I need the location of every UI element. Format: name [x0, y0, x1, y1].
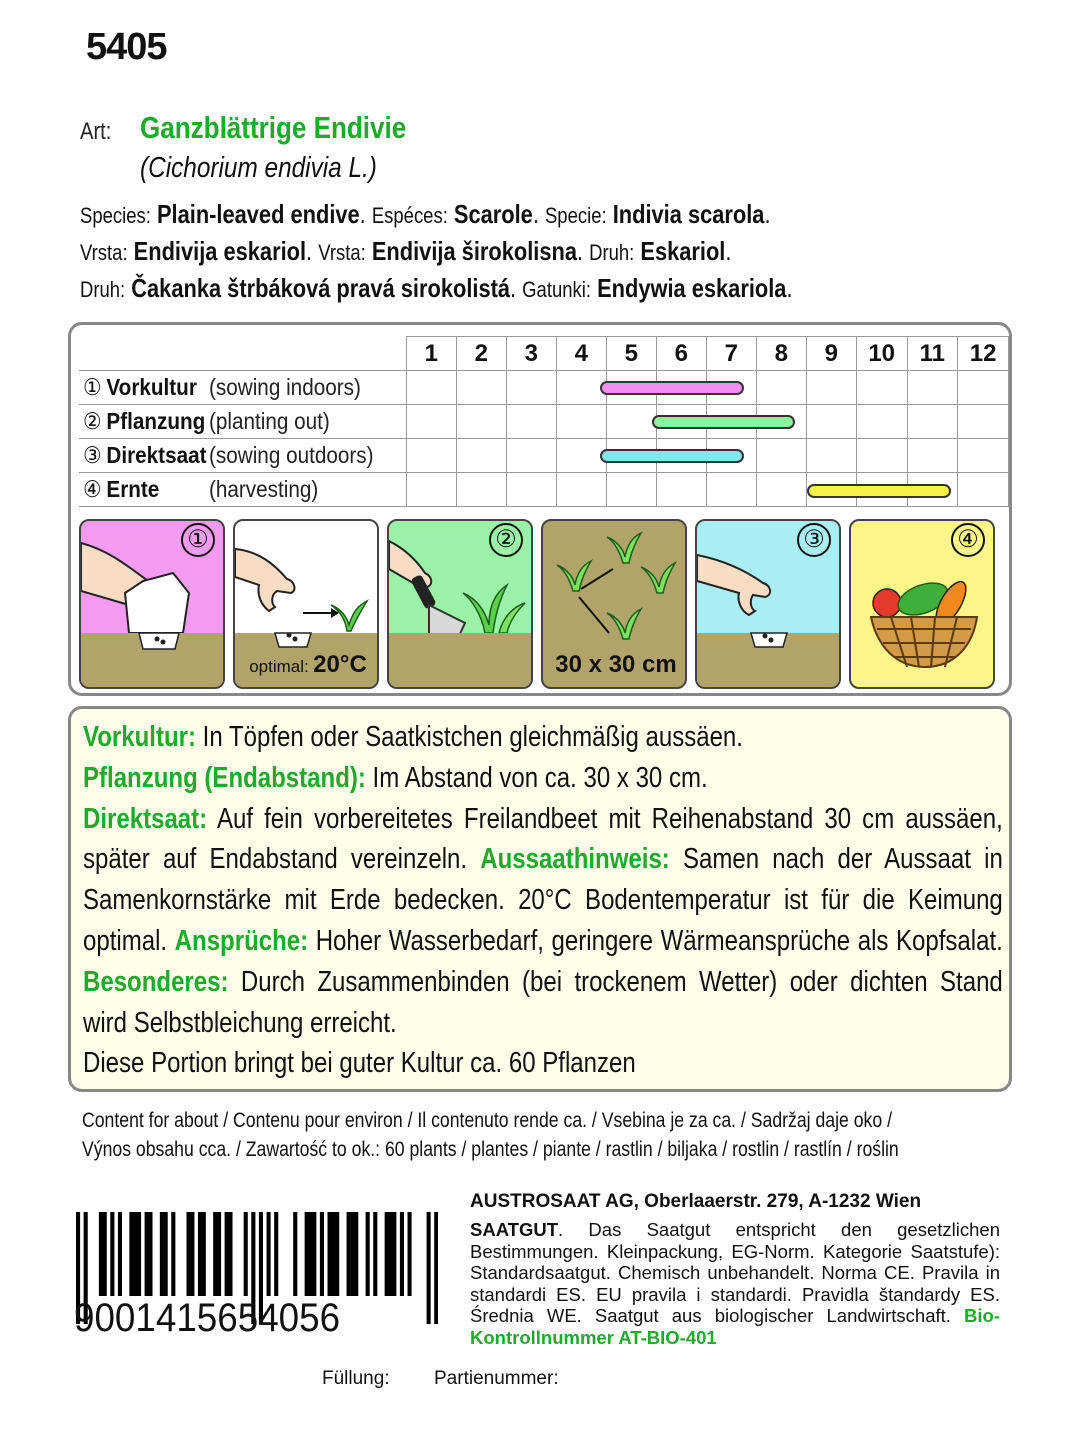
- instruction-text: Durch Zusammenbinden (bei trockenem Wetter) oder dichten Stand wird Selbstbleichung erreicht.: [83, 965, 1003, 1039]
- barcode-bar: [225, 1212, 229, 1296]
- calendar-row-label: [79, 405, 406, 439]
- species-label: Druh:: [80, 277, 126, 302]
- calendar-cell: [506, 371, 556, 405]
- row-name-en: (harvesting): [209, 476, 319, 502]
- calendar-cell: [856, 405, 907, 439]
- batch-number-label: Partienummer:: [434, 1368, 559, 1389]
- trowel-planting-icon: [389, 521, 533, 689]
- calendar-cell: [958, 439, 1009, 473]
- art-name: Ganzblättrige Endivie: [140, 110, 407, 145]
- barcode-bar: [385, 1212, 389, 1296]
- species-label: Gatunki:: [522, 277, 591, 302]
- instruction-text: Hoher Wasserbedarf, geringere Wärmeansprüche als Kopfsalat.: [315, 924, 1003, 957]
- barcode-bar: [308, 1212, 312, 1296]
- month-header: 4: [556, 337, 606, 371]
- calendar-cell: [958, 405, 1009, 439]
- calendar-cell: [756, 371, 806, 405]
- calendar-cell: [556, 473, 606, 507]
- barcode-bar: [160, 1212, 164, 1296]
- calendar-row: [79, 439, 1009, 473]
- barcode-bar: [400, 1212, 404, 1296]
- content-line: Content for about / Contenu pour environ / Il contenuto rende ca. / Vsebina je za ca. / Sadržaj daje oko /: [82, 1109, 892, 1132]
- month-header: 5: [606, 337, 656, 371]
- calendar-cell: [706, 473, 756, 507]
- calendar-cell: [806, 371, 856, 405]
- barcode-bar: [103, 1212, 107, 1296]
- barcode-bar: [129, 1212, 133, 1296]
- month-header: 12: [958, 337, 1009, 371]
- step-number: ④: [951, 523, 985, 557]
- barcode-bar: [408, 1212, 412, 1296]
- barcode-bar: [110, 1212, 114, 1296]
- barcode-bar: [133, 1212, 137, 1296]
- instruction-label: Besonderes:: [83, 965, 229, 998]
- barcode-bar: [331, 1212, 335, 1296]
- step-number: ③: [797, 523, 831, 557]
- seed-regulation-text: [470, 1219, 1000, 1349]
- species-value: Endywia eskariola: [597, 273, 787, 303]
- barcode-bar: [274, 1212, 278, 1296]
- instruction-label: Ansprüche:: [174, 924, 309, 957]
- month-header: 1: [406, 337, 456, 371]
- species-line: Druh: Čakanka štrbáková pravá sirokolistá. Gatunki: Endywia eskariola.: [80, 273, 793, 303]
- barcode-bar: [228, 1212, 232, 1296]
- calendar-cell: [506, 473, 556, 507]
- calendar-row: [79, 405, 1009, 439]
- bio-control-number: Bio-Kontrollnummer AT-BIO-401: [470, 1305, 1001, 1348]
- calendar-cell: [606, 473, 656, 507]
- species-line: Species: Plain-leaved endive. Espéces: Scarole. Specie: Indivia scarola.: [80, 199, 771, 229]
- step-panel-harvesting: [849, 519, 995, 689]
- species-line: Vrsta: Endivija eskariol. Vrsta: Endivija širokolisna. Druh: Eskariol.: [80, 236, 732, 266]
- barcode-bar: [198, 1212, 202, 1296]
- barcode-bar: [145, 1212, 149, 1296]
- barcode-bar: [217, 1212, 221, 1296]
- species-value: Indivia scarola: [612, 199, 765, 229]
- species-value: Eskariol: [640, 236, 726, 266]
- content-line: Výnos obsahu cca. / Zawartość to ok.: 60 plants / plantes / piante / rastlin / biljaka / rostlin / rastlín / roślin: [82, 1138, 899, 1161]
- barcode-bar: [354, 1212, 358, 1296]
- calendar-bar: [652, 415, 795, 429]
- species-label: Druh:: [589, 240, 635, 265]
- row-name-en: (sowing outdoors): [209, 442, 374, 468]
- calendar-bar: [600, 381, 743, 395]
- row-name-de: Ernte: [106, 476, 160, 502]
- barcode-bar: [171, 1212, 175, 1296]
- calendar-cell: [756, 439, 806, 473]
- product-code: 5405: [86, 26, 167, 68]
- calendar-cell: [856, 439, 907, 473]
- calendar-row-label: [79, 473, 406, 507]
- barcode-bar: [335, 1212, 339, 1296]
- barcode-bar: [312, 1212, 316, 1296]
- calendar-cell: [456, 405, 506, 439]
- barcode-bar: [347, 1212, 351, 1296]
- calendar-header-row: [79, 337, 1009, 371]
- species-label: Espéces:: [371, 203, 448, 228]
- row-name-en: (planting out): [209, 408, 330, 434]
- row-number: ③: [83, 442, 102, 468]
- calendar-cell: [907, 405, 958, 439]
- calendar-cell: [556, 371, 606, 405]
- row-name-de: Direktsaat: [106, 442, 207, 468]
- calendar-cell: [456, 371, 506, 405]
- calendar-bar: [807, 484, 950, 498]
- optimal-temperature-caption: optimal: 20°C: [249, 651, 367, 678]
- calendar-row: [79, 371, 1009, 405]
- hand-sowing-into-pot-icon: [81, 521, 225, 689]
- month-header: 11: [907, 337, 958, 371]
- month-header: 10: [856, 337, 907, 371]
- calendar-cell: [656, 473, 706, 507]
- calendar-cell: [406, 439, 456, 473]
- barcode-bar: [164, 1212, 168, 1296]
- saatgut-text: . Das Saatgut entspricht den gesetzlichen Bestimmungen. Kleinpackung, EG-Norm. Kategorie Saatstufe): Standardsaatgut. Chemisch unbehandelt. Norma CE. Pravila in standardi ES. EU pravila i standardi. Pravidla štandardy ES. Średnia WE. Saatgut aus biologischer Landwirtschaft.: [470, 1219, 1000, 1327]
- species-value: Scarole: [453, 199, 533, 229]
- barcode-bar: [213, 1212, 217, 1296]
- species-value: Endivija širokolisna: [371, 236, 577, 266]
- instruction-text: Im Abstand von ca. 30 x 30 cm.: [372, 761, 708, 794]
- row-name-de: Pflanzung: [106, 408, 206, 434]
- spacing-caption: 30 x 30 cm: [555, 651, 677, 678]
- barcode-bar: [190, 1212, 194, 1296]
- hand-sowing-outdoors-icon: [697, 521, 841, 689]
- calendar-cell: [506, 405, 556, 439]
- step-panel-spacing: [541, 519, 687, 689]
- month-header: 8: [756, 337, 806, 371]
- calendar-row-label: [79, 439, 406, 473]
- row-number: ④: [83, 476, 102, 502]
- instruction-label: Pflanzung (Endabstand):: [83, 761, 366, 794]
- step-number: ②: [489, 523, 523, 557]
- calendar-bar: [600, 449, 743, 463]
- barcode-bar: [366, 1212, 370, 1296]
- calendar-cell: [556, 439, 606, 473]
- row-name-en: (sowing indoors): [209, 374, 361, 400]
- species-label: Vrsta:: [80, 240, 128, 265]
- step-number: ①: [181, 523, 215, 557]
- month-header: 9: [806, 337, 856, 371]
- calendar-cell: [406, 405, 456, 439]
- barcode-number: 9001415654056: [74, 1296, 341, 1340]
- barcode-bar: [118, 1212, 122, 1296]
- species-label: Vrsta:: [318, 240, 366, 265]
- month-header: 3: [506, 337, 556, 371]
- growing-instructions: [68, 706, 1012, 1092]
- step-panel-sowing-indoors: [79, 519, 225, 689]
- barcode-bar: [388, 1212, 392, 1296]
- calendar-table: [79, 336, 1009, 507]
- calendar-cell: [856, 371, 907, 405]
- calendar-cell: [406, 473, 456, 507]
- barcode-bar: [373, 1212, 377, 1296]
- calendar-cell: [806, 439, 856, 473]
- calendar-cell: [907, 371, 958, 405]
- barcode-bar: [148, 1212, 152, 1296]
- calendar-cell: [958, 473, 1009, 507]
- barcode-bar: [327, 1212, 331, 1296]
- month-header: 6: [656, 337, 706, 371]
- month-header: 7: [706, 337, 756, 371]
- row-number: ②: [83, 408, 102, 434]
- instruction-text: Samen nach der Aussaat in Samenkornstärke mit Erde bedecken. 20°C Bodentemperatur ist für die Keimung optimal.: [83, 843, 1003, 957]
- barcode-bar: [99, 1212, 103, 1296]
- calendar-cell: [556, 405, 606, 439]
- calendar-cell: [756, 473, 806, 507]
- species-value: Endivija eskariol: [133, 236, 307, 266]
- calendar-cell: [406, 371, 456, 405]
- barcode-bar: [320, 1212, 324, 1296]
- species-label: Specie:: [544, 203, 607, 228]
- row-number: ①: [83, 374, 102, 400]
- company-address: AUSTROSAAT AG, Oberlaaerstr. 279, A-1232 Wien: [470, 1191, 922, 1212]
- instruction-text: Auf fein vorbereitetes Freilandbeet mit Reihenabstand 30 cm aussäen, später auf Endabstand vereinzeln.: [83, 802, 1003, 876]
- instruction-label: Direktsaat:: [83, 802, 208, 835]
- species-value: Čakanka štrbáková pravá sirokolistá: [131, 273, 511, 303]
- calendar-cell: [806, 405, 856, 439]
- barcode-bar: [202, 1212, 206, 1296]
- barcode-bar: [137, 1212, 141, 1296]
- instruction-label: Aussaathinweis:: [480, 843, 670, 876]
- calendar-cell: [606, 405, 656, 439]
- calendar-cell: [456, 439, 506, 473]
- calendar-cell: [506, 439, 556, 473]
- step-panel-sowing-warm: [233, 519, 379, 689]
- barcode-bar: [187, 1212, 191, 1296]
- step-panel-sowing-outdoors: [695, 519, 841, 689]
- instruction-label: Vorkultur:: [83, 721, 196, 753]
- art-latin-name: (Cichorium endivia L.): [140, 152, 377, 184]
- barcode-bar: [392, 1212, 396, 1296]
- barcode-bar: [293, 1212, 297, 1296]
- barcode-bar: [244, 1212, 248, 1296]
- instruction-text: In Töpfen oder Saatkistchen gleichmäßig aussäen.: [202, 721, 743, 753]
- step-panel-planting-out: [387, 519, 533, 689]
- calendar-cell: [907, 439, 958, 473]
- sowing-calendar: [68, 322, 1012, 696]
- calendar-cell: [958, 371, 1009, 405]
- calendar-cell: [456, 473, 506, 507]
- calendar-row-label: [79, 371, 406, 405]
- month-header: 2: [456, 337, 506, 371]
- species-value: Plain-leaved endive: [156, 199, 360, 229]
- art-label: Art:: [80, 118, 112, 145]
- vegetable-basket-icon: [851, 521, 995, 689]
- barcode-bar: [350, 1212, 354, 1296]
- barcode-bar: [305, 1212, 309, 1296]
- fill-label: Füllung:: [322, 1368, 390, 1389]
- saatgut-label: SAATGUT: [470, 1219, 559, 1240]
- row-name-de: Vorkultur: [106, 374, 197, 400]
- portion-text: Diese Portion bringt bei guter Kultur ca. 60 Pflanzen: [83, 1047, 636, 1080]
- barcode-bar: [267, 1212, 271, 1296]
- species-label: Species:: [80, 203, 151, 228]
